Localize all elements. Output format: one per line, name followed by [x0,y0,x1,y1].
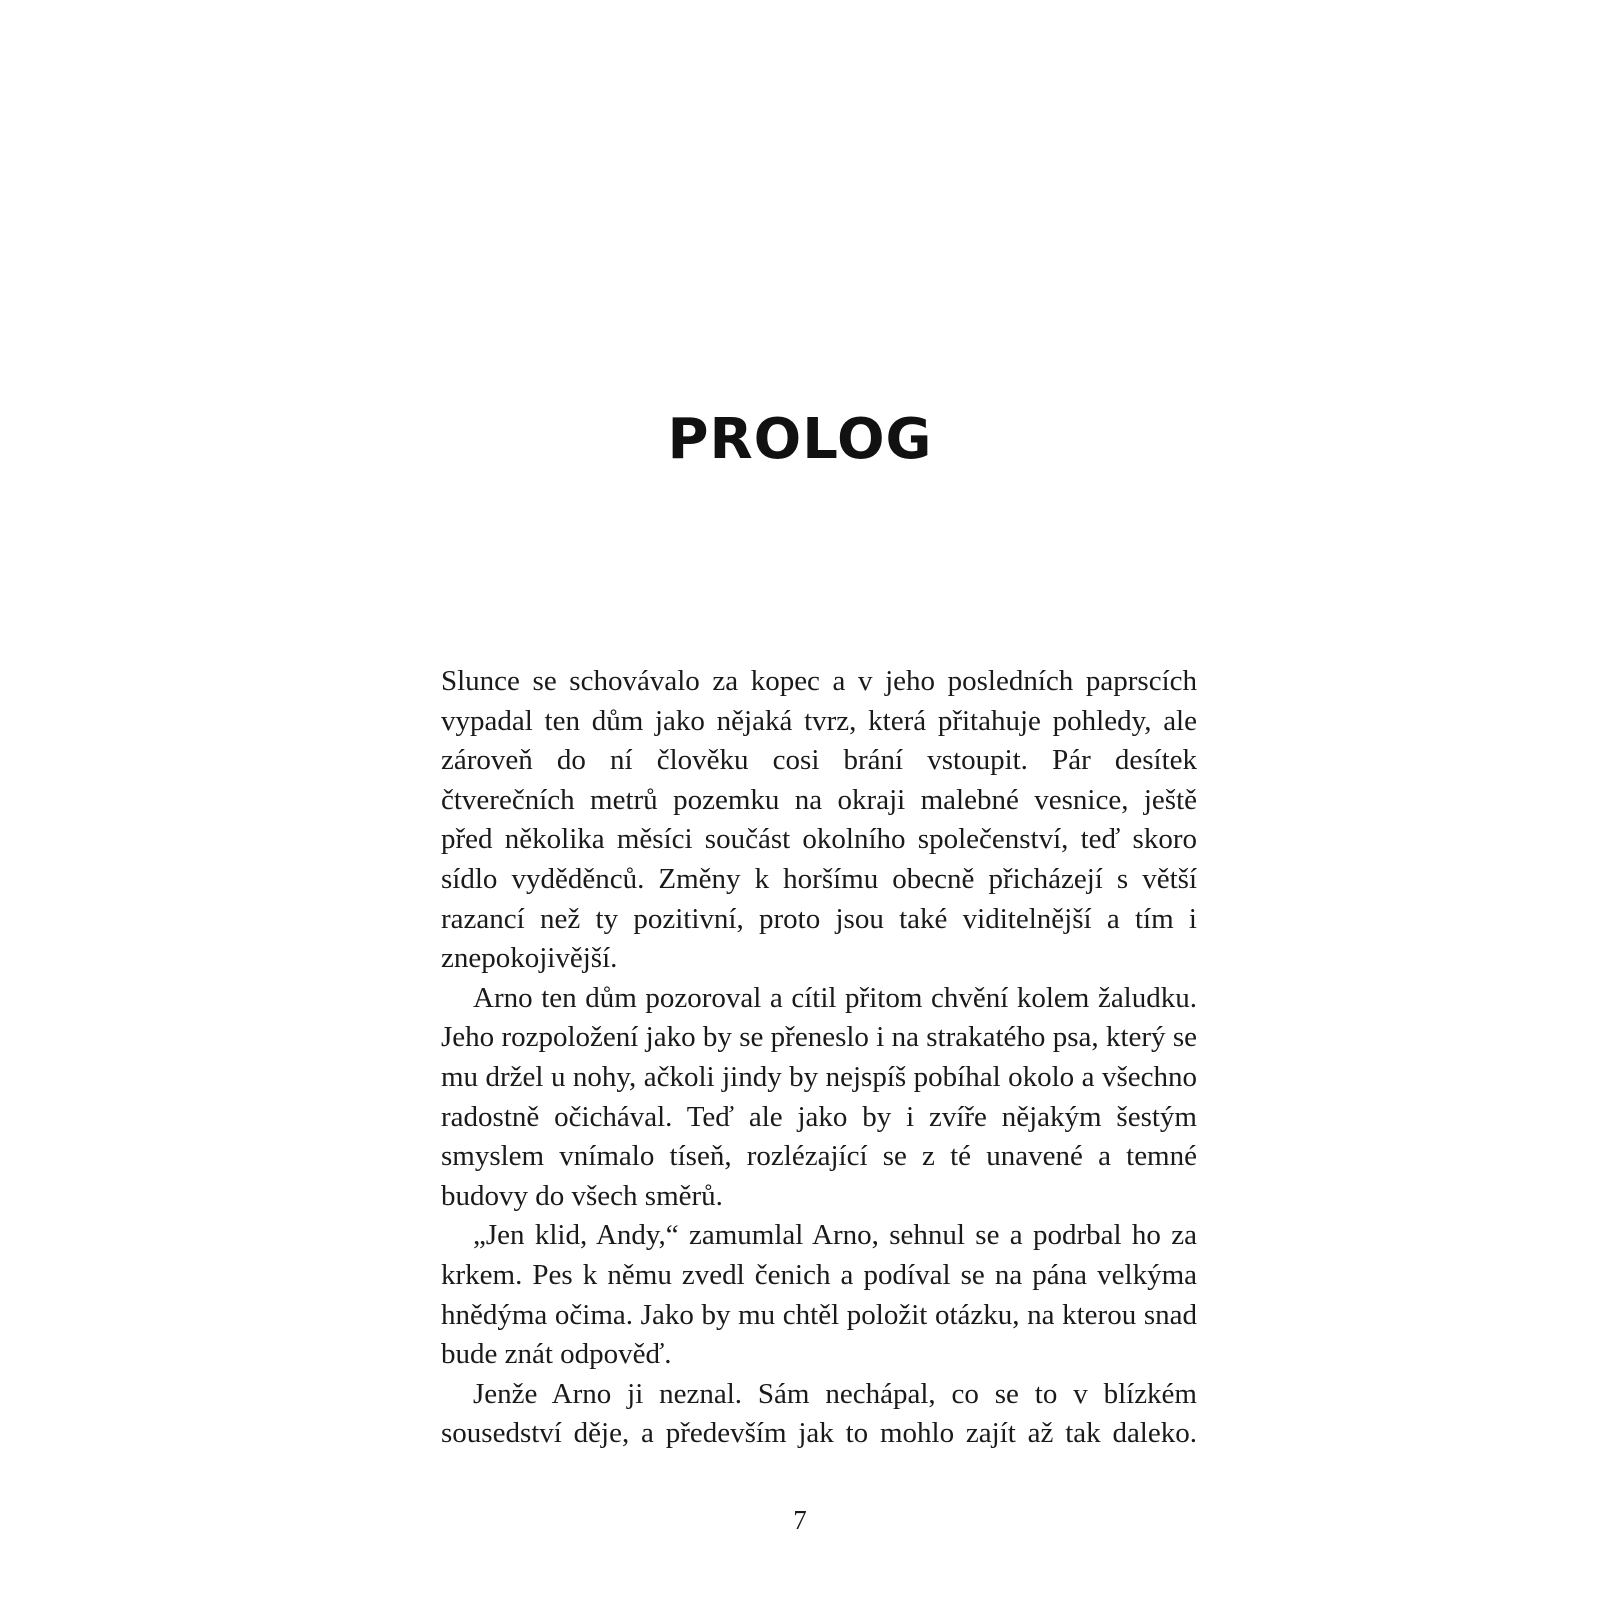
page-number: 7 [793,1505,807,1535]
paragraph: Jenže Arno ji neznal. Sám nechápal, co se to v blízkém sousedství děje, a především jak to mohlo zajít až tak daleko. [441,1377,1197,1450]
paragraph: Arno ten dům pozoroval a cítil přitom chvění kolem žaludku. Jeho rozpoložení jako by se přeneslo i na strakatého psa, který se mu držel u nohy, ačkoli jindy by nejspíš pobíhal okolo a všechno radostně očichával. Teď ale jako by i zvíře nějakým šestým smyslem vnímalo tíseň, rozlézající se z té unavené a temné budovy do všech směrů. [441,981,1197,1212]
chapter-title: PROLOG [667,407,933,472]
paragraph: Slunce se schovávalo za kopec a v jeho posledních paprscích vypadal ten dům jako nějaká tvrz, která přitahuje pohledy, ale zároveň do ní člověku cosi brání vstoupit. Pár desítek čtverečních metrů pozemku na okraji malebné vesnice, ještě před několika měsíci součást okolního společenství, teď skoro sídlo vyděděnců. Změny k horšímu obecně přicházejí s větší razancí než ty pozitivní, proto jsou také viditelnější a tím i znepokojivější. [441,665,1197,975]
chapter-body [441,662,1197,1454]
paragraph: „Jen klid, Andy,“ zamumlal Arno, sehnul se a podrbal ho za krkem. Pes k němu zvedl čenich a podíval se na pána velkýma hnědýma očima. Jako by mu chtěl položit otázku, na kterou snad bude znát odpověď. [441,1219,1197,1371]
